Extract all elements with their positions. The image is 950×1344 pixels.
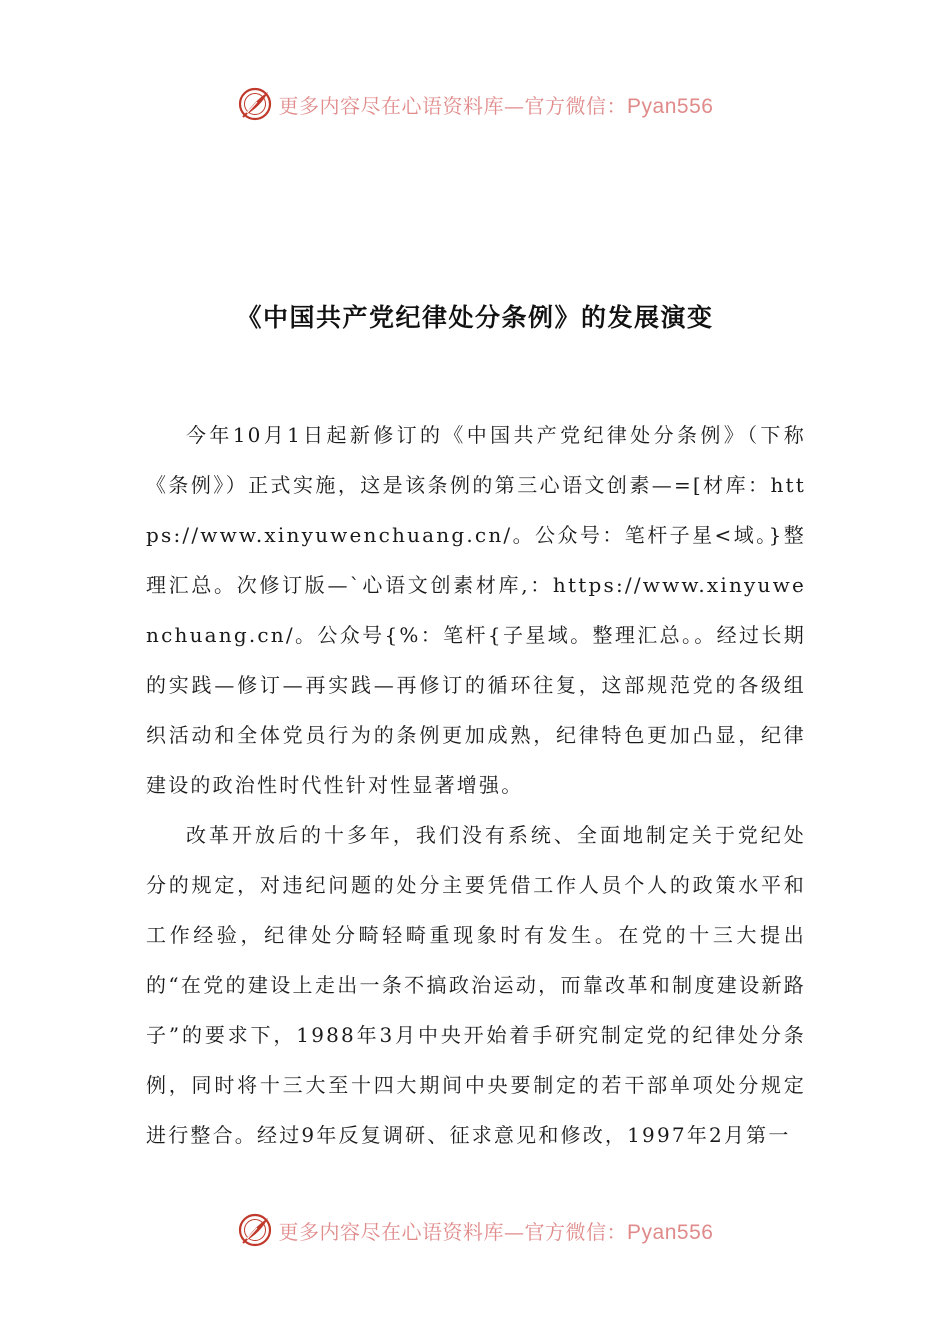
watermark-wechat-id: Pyan556	[627, 1220, 714, 1244]
quill-pen-seal-icon	[237, 86, 273, 122]
watermark-text-cn: 更多内容尽在心语资料库—官方微信：	[278, 93, 628, 118]
paragraph-2: 改革开放后的十多年，我们没有系统、全面地制定关于党纪处分的规定，对违纪问题的处分主要凭借工作人员个人的政策水平和工作经验，纪律处分畸轻畸重现象时有发生。在党的十三大提出的“在党的建设上走出一条不搞政治运动，而靠改革和制度建设新路子”的要求下，1988年3月中央开始着手研究制定党的纪律处分条例，同时将十三大至十四大期间中央要制定的若干部单项处分规定进行整合。经过9年反复调研、征求意见和修改，1997年2月第一	[146, 823, 806, 1147]
watermark-text	[279, 90, 714, 119]
footer-watermark-banner	[0, 1208, 950, 1252]
watermark-text-cn: 更多内容尽在心语资料库—官方微信：	[278, 1219, 628, 1244]
document-title: 《中国共产党纪律处分条例》的发展演变	[236, 303, 714, 332]
quill-pen-seal-icon	[237, 1212, 273, 1248]
watermark-text	[279, 1216, 714, 1245]
paragraph-1: 今年10月1日起新修订的《中国共产党纪律处分条例》（下称《条例》）正式实施，这是该条例的第三心语文创素—=[材库：https://www.xinyuwenchuang.cn/。公众号：笔杆子星<域。}整理汇总。次修订版—`心语文创素材库,：https://www.xinyuwenchuang.cn/。公众号{%：笔杆{子星域。整理汇总。。经过长期的实践—修订—再实践—再修订的循环往复，这部规范党的各级组织活动和全体党员行为的条例更加成熟，纪律特色更加凸显，纪律建设的政治性时代性针对性显著增强。	[146, 423, 806, 797]
header-watermark-banner	[0, 82, 950, 126]
watermark-wechat-id: Pyan556	[627, 94, 714, 118]
document-body	[146, 410, 806, 1160]
